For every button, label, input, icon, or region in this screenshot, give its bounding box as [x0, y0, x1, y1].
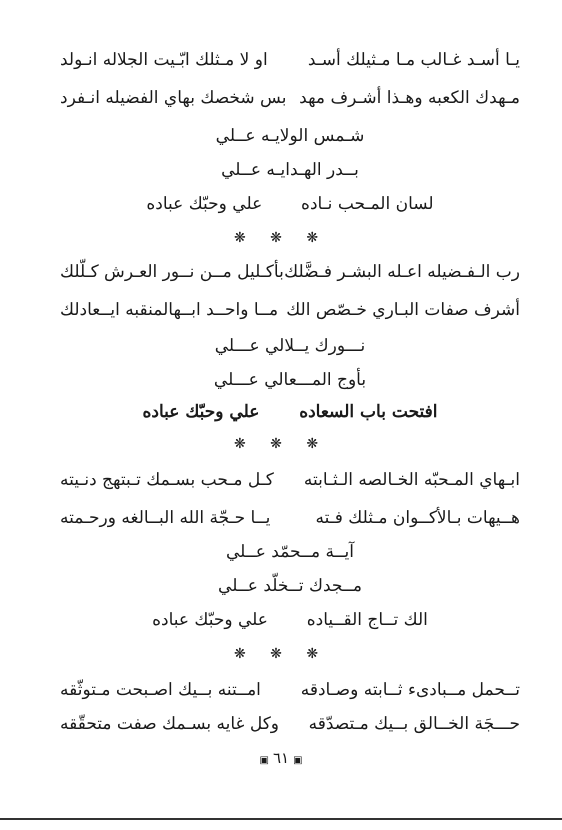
- verse-hemistich-right: مـهدك الكعبه وهـذا أشـرف مهد: [299, 88, 520, 108]
- verse-hemistich-left: وكل غايه بسـمك صفت متحقّقه: [60, 714, 279, 734]
- verse-hemistich-left: مــا واحــد ابــهالمنقبه ايــعادلك: [60, 300, 279, 320]
- verse-hemistich-left: يــا حـجّة الله البــالغه ورحـمته: [60, 508, 271, 528]
- refrain-line: بأوج المـــعالي عـــلي: [213, 370, 367, 390]
- closing-hemistich-left: علي وحبّك عباده: [146, 194, 263, 214]
- verse-hemistich-left: امــتنه بــيك اصـبحت مـتوثّقه: [60, 680, 261, 700]
- section-separator: ❋ ❋ ❋: [233, 436, 329, 452]
- page-number-ornament-icon: ▣: [259, 755, 269, 766]
- closing-hemistich-right: الك تــاج القــياده: [306, 610, 428, 630]
- verse-hemistich-right: ابـهاي المـحبّه الخـالصه الـثـابته: [303, 470, 520, 490]
- verse-line: [60, 292, 520, 328]
- verse-line: [60, 80, 520, 116]
- refrain-line: آيــة مــحمّد عــلي: [225, 542, 355, 562]
- closing-hemistich-right: افتحت باب السعاده: [299, 402, 438, 422]
- page-number-ornament-icon: ▣: [293, 755, 303, 766]
- section-separator: ❋ ❋ ❋: [233, 230, 329, 246]
- refrain-line: شـمس الولايـه عــلي: [215, 126, 365, 146]
- closing-line: [60, 602, 520, 638]
- closing-line: [60, 394, 520, 430]
- refrain-line: نـــورك يــلالي عـــلي: [214, 336, 366, 356]
- page-number-text: ٦١: [272, 749, 290, 767]
- verse-line: [60, 500, 520, 536]
- verse-hemistich-right: يـا أسـد غـالب مـا مـثيلك أسـد: [307, 50, 520, 70]
- closing-hemistich-right: لسان المـحب نـاده: [301, 194, 434, 214]
- verse-hemistich-right: تــحمل مــبادىء ثــابته وصـادقه: [300, 680, 520, 700]
- bottom-rule: [0, 818, 562, 820]
- verse-line: [60, 254, 520, 290]
- verse-line: [60, 672, 520, 708]
- verse-hemistich-left: بس شخصك بهاي الفضيله انـفرد: [60, 88, 287, 108]
- verse-hemistich-left: كـل مـحب بسـمك تـبتهج دنـيته: [60, 470, 274, 490]
- verse-line: [60, 706, 520, 742]
- verse-line: [60, 42, 520, 78]
- verse-hemistich-right: رب الـفـضيله اعـله البشـر فـضَّلك: [284, 262, 520, 282]
- verse-hemistich-right: هــيهات بـالأكــوان مـثلك فـته: [315, 508, 520, 528]
- verse-line: [60, 462, 520, 498]
- verse-hemistich-left: او لا مـثلك ابّـيت الجلاله انـولد: [60, 50, 268, 70]
- closing-line: [60, 186, 520, 222]
- verse-hemistich-right: أشرف صفات البـاري خـصّص الك: [286, 300, 520, 320]
- section-separator: ❋ ❋ ❋: [233, 646, 329, 662]
- verse-hemistich-left: بأكـليل مــن نــور العـرش كـلّلك: [60, 262, 284, 282]
- verse-hemistich-right: حـــجَة الخــالق بــيك مـتصدّقه: [308, 714, 520, 734]
- refrain-line: بــدر الهـدايـه عــلي: [221, 160, 359, 180]
- refrain-line: مــجدك تــخلّد عــلي: [218, 576, 362, 596]
- closing-hemistich-left: علي وحبّك عباده: [142, 402, 260, 422]
- page-number: [0, 746, 562, 770]
- closing-hemistich-left: علي وحبّك عباده: [152, 610, 268, 630]
